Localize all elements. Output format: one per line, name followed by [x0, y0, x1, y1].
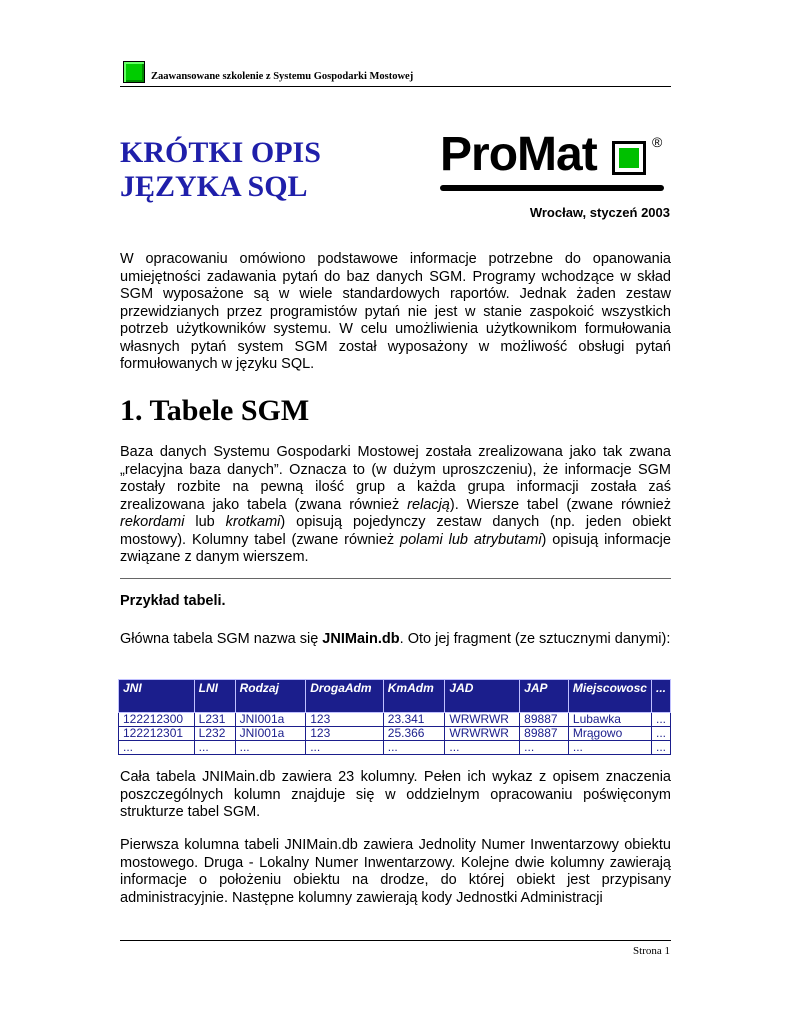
table-cell: L232: [194, 727, 235, 741]
table-cell: ...: [568, 741, 651, 755]
table-row: [119, 741, 671, 755]
table-cell: JNI001a: [235, 713, 306, 727]
table-cell: 122212300: [119, 713, 195, 727]
table-cell: 25.366: [383, 727, 445, 741]
table-header-cell: DrogaAdm: [306, 680, 384, 713]
table-cell: ...: [445, 741, 520, 755]
columns-description-text: Pierwsza kolumna tabeli JNIMain.db zawiera Jednolity Numer Inwentarzowy obiektu mostowego. Druga - Lokalny Numer Inwentarzowy. Kolejne dwie kolumny zawierają informacje o położeniu obiektu na drodze, do której obiekt jest przypisany administracyjnie. Następne kolumny zawierają kody Jednostki Administracji: [120, 837, 671, 906]
header-rule: [120, 86, 671, 87]
table-cell: JNI001a: [235, 727, 306, 741]
table-cell: ...: [383, 741, 445, 755]
title-line-2: JĘZYKA SQL: [120, 170, 308, 203]
table-cell: ...: [651, 727, 670, 741]
intro-paragraph: [120, 251, 671, 374]
table-header-cell: Miejscowosc: [568, 680, 651, 713]
title-line-1: KRÓTKI OPIS: [120, 136, 321, 169]
table-cell: 89887: [520, 727, 569, 741]
table-header-cell: LNI: [194, 680, 235, 713]
table-cell: 23.341: [383, 713, 445, 727]
table-summary-text: Cała tabela JNIMain.db zawiera 23 kolumny. Pełen ich wykaz z opisem znaczenia poszczególnych kolumn znajduje się w oddzielnym opracowaniu poświęconym strukturze tabel SGM.: [120, 769, 671, 820]
table-cell: WRWRWR: [445, 713, 520, 727]
section-heading: 1. Tabele SGM: [120, 394, 310, 427]
table-header-cell: JNI: [119, 680, 195, 713]
promat-logo-text: ProMat: [440, 128, 597, 181]
intro-text: W opracowaniu omówiono podstawowe informacje potrzebne do opanowania umiejętności zadawania pytań do baz danych SGM. Programy wchodzące w skład SGM wyposażone są w wiele standardowych raportów. Jednak żaden zestaw przewidzianych przez programistów pytań nie jest w stanie zaspokoić wszystkich potrzeb użytkowników systemu. W celu umożliwienia użytkownikom formułowania własnych pytań system SGM został wyposażony w możliwość obsługi pytań formułowanych w języku SQL.: [120, 251, 671, 372]
table-cell: ...: [306, 741, 384, 755]
example-paragraph: Główna tabela SGM nazwa się JNIMain.db. Oto jej fragment (ze sztucznymi danymi):: [120, 631, 671, 647]
table-cell: WRWRWR: [445, 727, 520, 741]
table-cell: ...: [194, 741, 235, 755]
table-cell: ...: [119, 741, 195, 755]
table-cell: ...: [520, 741, 569, 755]
document-title: [120, 136, 321, 204]
table-summary-paragraph: [120, 769, 671, 822]
table-cell: 123: [306, 727, 384, 741]
table-cell: ...: [235, 741, 306, 755]
table-cell: Lubawka: [568, 713, 651, 727]
section1-paragraph: Baza danych Systemu Gospodarki Mostowej została zrealizowana jako tak zwana „relacyjna baza danych”. Oznacza to (w dużym uproszczeniu), że informacje SGM zostały rozbite na pewną ilość grup a każda grupa informacji została zaś zrealizowana jako tabela (zwana również relacją). Wiersze tabel (zwane również rekordami lub krotkami) opisują pojedynczy zestaw danych (np. jeden obiekt mostowy). Kolumny tabel (zwane również polami lub atrybutami) opisują informacje związane z danym wierszem.: [120, 444, 671, 565]
section-divider: [120, 578, 671, 579]
table-header-cell: JAP: [520, 680, 569, 713]
table-cell: Mrągowo: [568, 727, 651, 741]
page-number: Strona 1: [633, 945, 670, 957]
table-cell: ...: [651, 713, 670, 727]
table-row: [119, 727, 671, 741]
table-cell: L231: [194, 713, 235, 727]
green-square-icon: [123, 61, 145, 83]
table-header-row: [119, 680, 671, 713]
table-cell: ...: [651, 741, 670, 755]
table-cell: 122212301: [119, 727, 195, 741]
columns-description-paragraph: [120, 837, 671, 907]
registered-mark: ®: [652, 134, 663, 150]
table-row: [119, 713, 671, 727]
table-header-cell: KmAdm: [383, 680, 445, 713]
footer-rule: [120, 940, 671, 941]
example-heading: Przykład tabeli.: [120, 593, 226, 609]
jnimain-table: [118, 679, 671, 755]
promat-logo-underline: [440, 185, 664, 191]
table-header-cell: JAD: [445, 680, 520, 713]
table-cell: 123: [306, 713, 384, 727]
document-date: Wrocław, styczeń 2003: [529, 205, 670, 220]
running-header: Zaawansowane szkolenie z Systemu Gospodarki Mostowej: [151, 71, 414, 82]
table-header-cell: ...: [651, 680, 670, 713]
table-header-cell: Rodzaj: [235, 680, 306, 713]
promat-logo-green-fill: [619, 148, 639, 168]
table-cell: 89887: [520, 713, 569, 727]
